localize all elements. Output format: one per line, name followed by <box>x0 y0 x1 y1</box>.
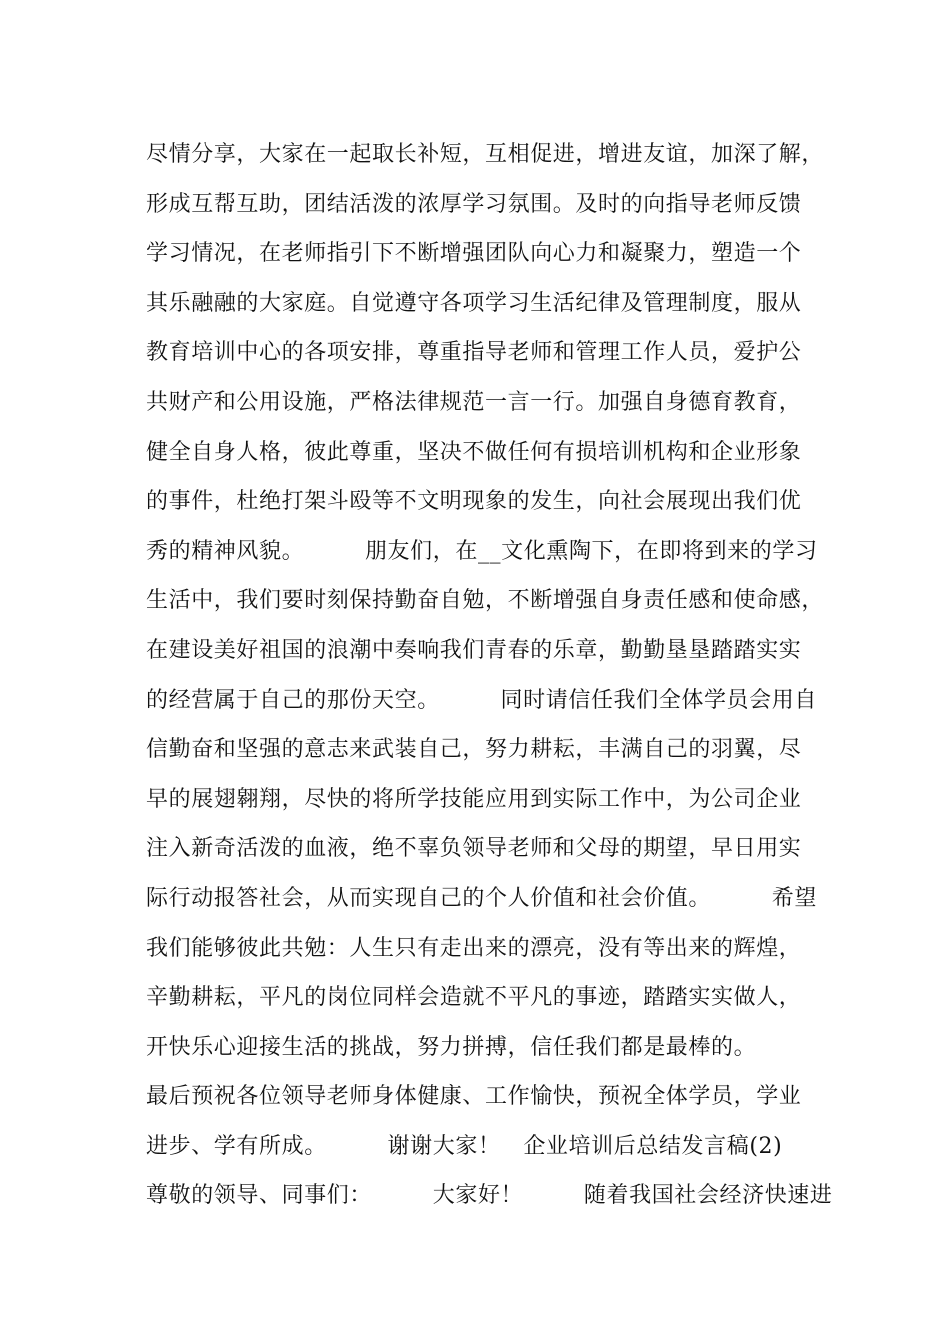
text-line: 形成互帮互助，团结活泼的浓厚学习氛围。及时的向指导老师反馈 <box>146 191 802 217</box>
text-line: 健全自身人格，彼此尊重，坚决不做任何有损培训机构和企业形象 <box>146 439 802 465</box>
body-text <box>146 130 846 1221</box>
text-line: 的经营属于自己的那份天空。 同时请信任我们全体学员会用自 <box>146 687 817 713</box>
text-line: 早的展翅翱翔，尽快的将所学技能应用到实际工作中，为公司企业 <box>146 786 802 812</box>
text-line: 开快乐心迎接生活的挑战，努力拼搏，信任我们都是最棒的。 <box>146 1034 757 1060</box>
text-line: 秀的精神风貌。 朋友们，在__文化熏陶下，在即将到来的学习 <box>146 538 818 564</box>
text-line: 学习情况，在老师指引下不断增强团队向心力和凝聚力，塑造一个 <box>146 241 802 267</box>
text-line: 的事件，杜绝打架斗殴等不文明现象的发生，向社会展现出我们优 <box>146 489 802 515</box>
text-line: 尽情分享，大家在一起取长补短，互相促进，增进友谊，加深了解， <box>146 142 825 167</box>
text-line: 注入新奇活泼的血液，绝不辜负领导老师和父母的期望，早日用实 <box>146 836 802 862</box>
text-line: 最后预祝各位领导老师身体健康、工作愉快，预祝全体学员，学业 <box>146 1084 802 1110</box>
text-line: 尊敬的领导、同事们： 大家好！ 随着我国社会经济快速进 <box>146 1183 833 1209</box>
text-line: 辛勤耕耘，平凡的岗位同样会造就不平凡的事迹，踏踏实实做人， <box>146 985 802 1011</box>
text-line: 其乐融融的大家庭。自觉遵守各项学习生活纪律及管理制度，服从 <box>146 290 802 316</box>
text-line: 教育培训中心的各项安排，尊重指导老师和管理工作人员，爱护公 <box>146 340 802 366</box>
text-line: 共财产和公用设施，严格法律规范一言一行。加强自身德育教育， <box>146 389 802 415</box>
text-line: 我们能够彼此共勉：人生只有走出来的漂亮，没有等出来的辉煌， <box>146 935 802 961</box>
text-line: 信勤奋和坚强的意志来武装自己，努力耕耘，丰满自己的羽翼，尽 <box>146 737 802 763</box>
text-line: 进步、学有所成。 谢谢大家！ 企业培训后总结发言稿(2) <box>146 1133 783 1159</box>
text-line: 生活中，我们要时刻保持勤奋自勉，不断增强自身责任感和使命感， <box>146 588 825 614</box>
text-line: 在建设美好祖国的浪潮中奏响我们青春的乐章，勤勤垦垦踏踏实实 <box>146 637 802 663</box>
text-line: 际行动报答社会，从而实现自己的个人价值和社会价值。 希望 <box>146 885 817 911</box>
